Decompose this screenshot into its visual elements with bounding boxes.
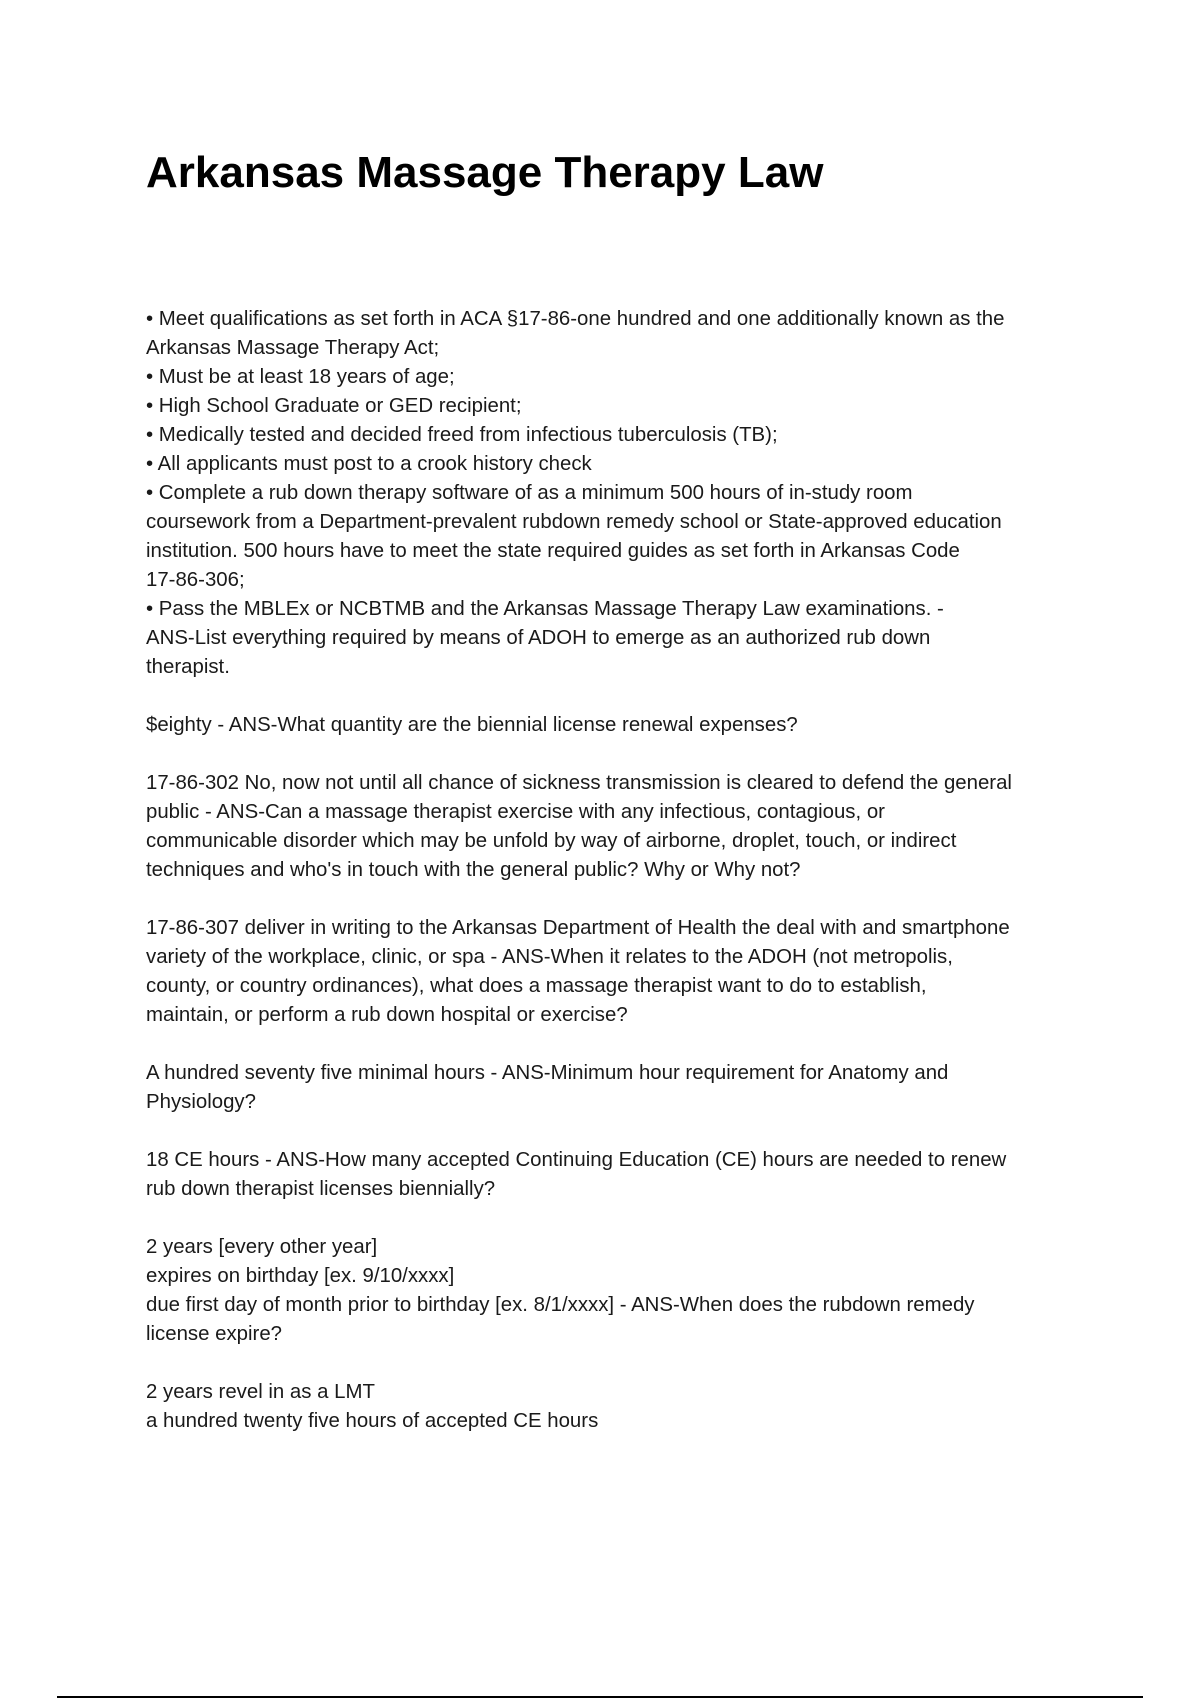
text-line: • Medically tested and decided freed from infectious tuberculosis (TB); bbox=[146, 424, 778, 446]
text-line: coursework from a Department-prevalent rubdown remedy school or State-approved education bbox=[146, 511, 1002, 533]
text-line: Physiology? bbox=[146, 1091, 256, 1113]
document-body bbox=[146, 305, 1096, 1436]
text-line: due first day of month prior to birthday [ex. 8/1/xxxx] - ANS-When does the rubdown remedy bbox=[146, 1294, 975, 1316]
text-line: license expire? bbox=[146, 1323, 283, 1345]
text-line: 17-86-302 No, now not until all chance of sickness transmission is cleared to defend the general bbox=[146, 772, 1012, 794]
paragraph bbox=[146, 1146, 1096, 1204]
paragraph bbox=[146, 1059, 1096, 1117]
text-line: therapist. bbox=[146, 656, 230, 678]
text-line: A hundred seventy five minimal hours - ANS-Minimum hour requirement for Anatomy and bbox=[146, 1062, 949, 1084]
document-title: Arkansas Massage Therapy Law bbox=[146, 148, 824, 197]
footer-divider bbox=[57, 1696, 1143, 1698]
text-line: communicable disorder which may be unfold by way of airborne, droplet, touch, or indirect bbox=[146, 830, 957, 852]
text-line: 17-86-307 deliver in writing to the Arkansas Department of Health the deal with and smartphone bbox=[146, 917, 1010, 939]
text-line: 2 years [every other year] bbox=[146, 1236, 378, 1258]
text-line: • Pass the MBLEx or NCBTMB and the Arkansas Massage Therapy Law examinations. - bbox=[146, 598, 944, 620]
text-line: • Meet qualifications as set forth in ACA §17-86-one hundred and one additionally known as the bbox=[146, 308, 1005, 330]
paragraph bbox=[146, 769, 1096, 885]
text-line: • Must be at least 18 years of age; bbox=[146, 366, 455, 388]
text-line: variety of the workplace, clinic, or spa - ANS-When it relates to the ADOH (not metropolis, bbox=[146, 946, 953, 968]
text-line: rub down therapist licenses biennially? bbox=[146, 1178, 496, 1200]
paragraph bbox=[146, 1378, 1096, 1436]
text-line: a hundred twenty five hours of accepted CE hours bbox=[146, 1410, 599, 1432]
paragraph bbox=[146, 1233, 1096, 1349]
paragraph bbox=[146, 305, 1096, 682]
text-line: county, or country ordinances), what does a massage therapist want to do to establish, bbox=[146, 975, 927, 997]
text-line: maintain, or perform a rub down hospital or exercise? bbox=[146, 1004, 628, 1026]
text-line: • Complete a rub down therapy software of as a minimum 500 hours of in-study room bbox=[146, 482, 913, 504]
text-line: 17-86-306; bbox=[146, 569, 245, 591]
text-line: 2 years revel in as a LMT bbox=[146, 1381, 375, 1403]
text-line: public - ANS-Can a massage therapist exercise with any infectious, contagious, or bbox=[146, 801, 885, 823]
text-line: Arkansas Massage Therapy Act; bbox=[146, 337, 440, 359]
text-line: techniques and who's in touch with the general public? Why or Why not? bbox=[146, 859, 801, 881]
text-line: expires on birthday [ex. 9/10/xxxx] bbox=[146, 1265, 455, 1287]
paragraph bbox=[146, 914, 1096, 1030]
text-line: 18 CE hours - ANS-How many accepted Continuing Education (CE) hours are needed to renew bbox=[146, 1149, 1007, 1171]
text-line: institution. 500 hours have to meet the state required guides as set forth in Arkansas Code bbox=[146, 540, 960, 562]
text-line: $eighty - ANS-What quantity are the biennial license renewal expenses? bbox=[146, 714, 798, 736]
text-line: ANS-List everything required by means of ADOH to emerge as an authorized rub down bbox=[146, 627, 931, 649]
text-line: • All applicants must post to a crook history check bbox=[146, 453, 592, 475]
text-line: • High School Graduate or GED recipient; bbox=[146, 395, 522, 417]
paragraph bbox=[146, 711, 1096, 740]
